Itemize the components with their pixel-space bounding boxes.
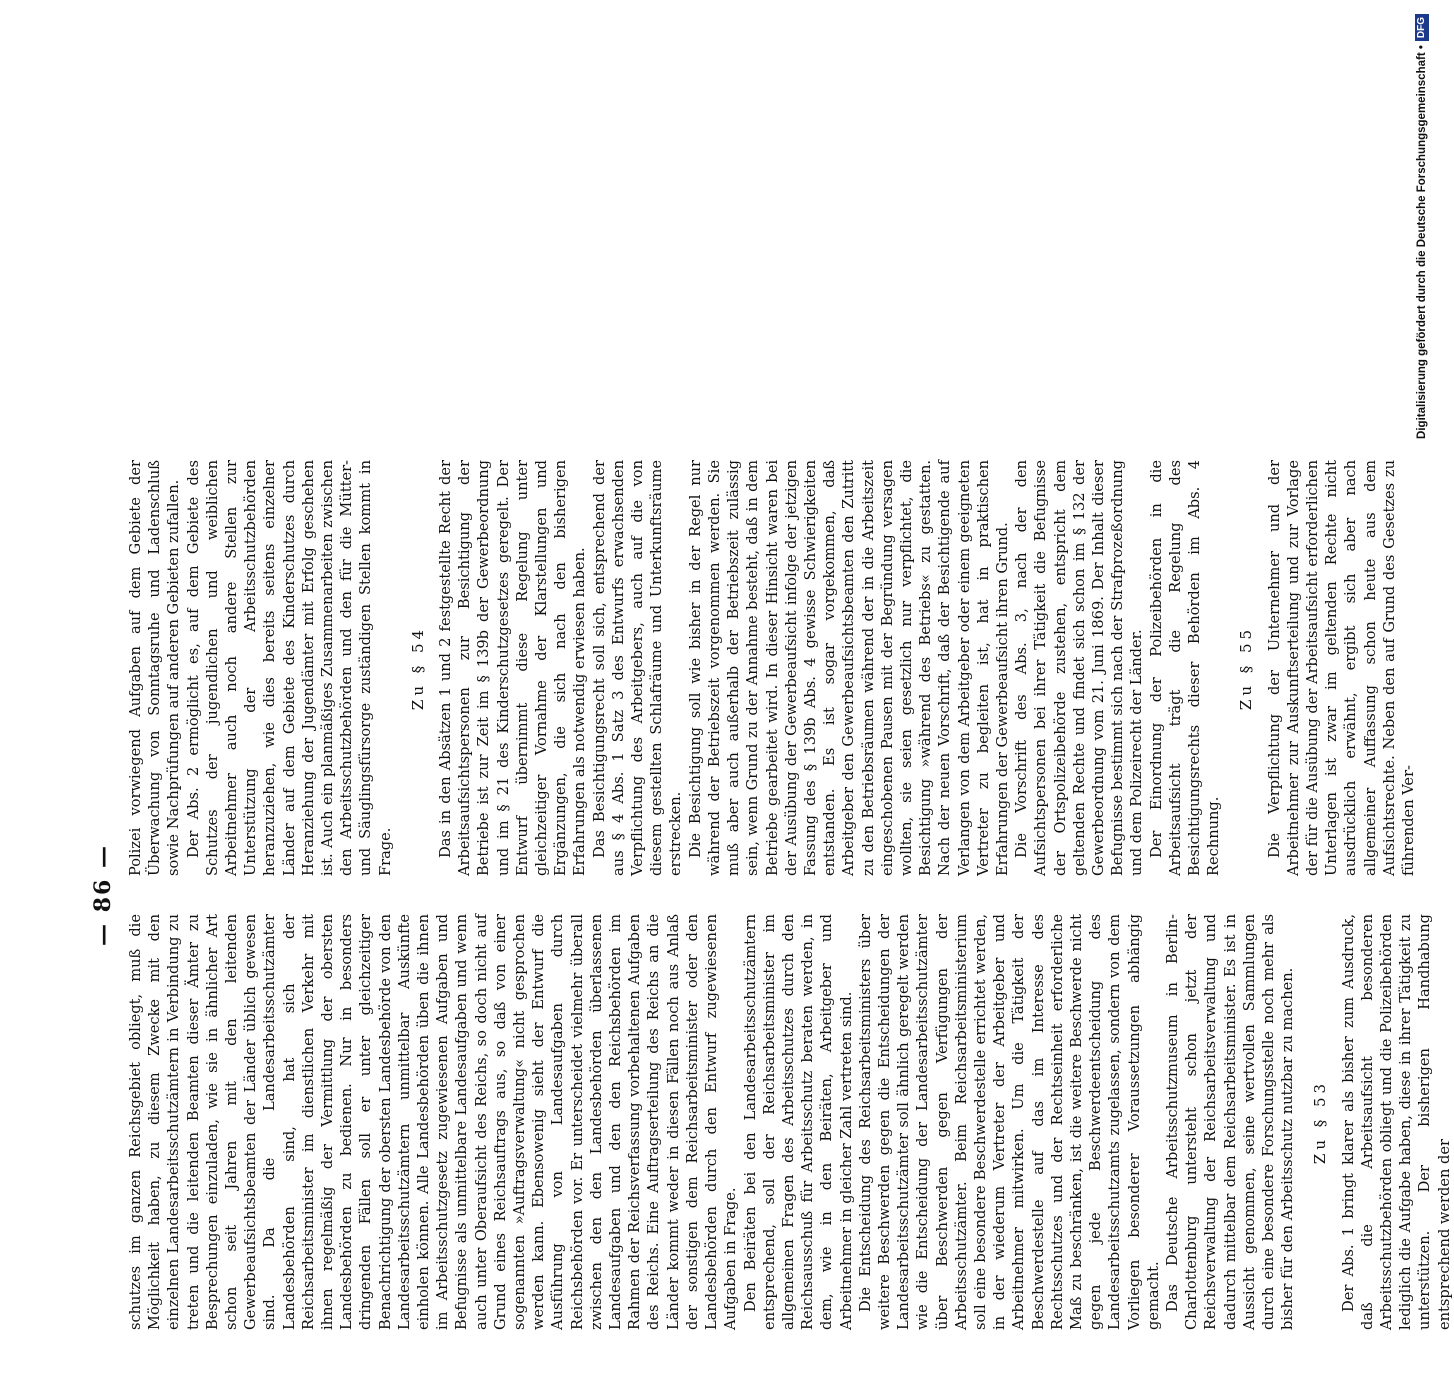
paragraph: Der Abs. 1 bringt klarer als bisher zum Ausdruck, daß die Arbeitsaufsicht besonderen Arbeitsschutzbehörden obliegt und die Polizeibehörden lediglich die Aufgabe haben, diese in ihrer Tätigkeit zu unterstützen. Der bisherigen Handhabung entsprechend werden der [1339,914,1453,1330]
attribution-strip [1410,0,1434,1000]
attribution-text [1410,0,1434,1000]
paragraph: Den Beiräten bei den Landesarbeitsschutzämtern entsprechend, soll der Reichsarbeitsminister im allgemeinen Fragen des Arbeitsschutzes durch den Reichsausschuß für Arbeitsschutz beraten werden, in dem, wie in den Beiräten, Arbeitgeber und Arbeitnehmer in gleicher Zahl vertreten sind. [741,914,855,1330]
paragraph: Die Vorschrift des Abs. 3, nach der den Aufsichtspersonen bei ihrer Tätigkeit die Befugnisse der Ortspolizeibehörde zustehen, entspricht dem geltenden Rechte und findet sich schon im § 132 der Gewerbeordnung vom 21. Juni 1869. Der Inhalt dieser Befugnisse bestimmt sich nach der Strafprozeßordnung und dem Polizeirecht der Länder. [1013,460,1146,876]
right-column [126,460,1417,876]
paragraph: Die Entscheidung des Reichsarbeitsministers über weitere Beschwerden gegen die Entscheidungen der Landesarbeitsschutzämter soll ähnlich geregelt werden wie die Entscheidung der Landesarbeitsschutzämter über Beschwerden gegen Verfügungen der Arbeitsschutzämter. Beim Reichsarbeitsministerium soll eine besondere Beschwerdestelle errichtet werden, in der wiederum Vertreter der Arbeitgeber und Arbeitnehmer mitwirken. Um die Tätigkeit der Beschwerdestelle auf das im Interesse des Rechtsschutzes und der Rechtseinheit erforderliche Maß zu beschränken, ist die weitere Beschwerde nicht gegen jede Beschwerdeentscheidung des Landesarbeitsschutzamts zugelassen, sondern von dem Vorliegen besonderer Voraussetzungen abhängig gemacht. [856,914,1162,1330]
paragraph: Die Besichtigung soll wie bisher in der Regel nur während der Betriebszeit vorgenommen werden. Sie muß aber auch außerhalb der Betriebszeit zulässig sein, wenn Grund zu der Annahme besteht, daß in dem Betriebe gearbeitet wird. In dieser Hinsicht waren bei der Ausübung der Gewerbeaufsicht infolge der jetzigen Fassung des § 139b Abs. 4 gewisse Schwierigkeiten entstanden. Es ist sogar vorgekommen, daß Arbeitgeber den Gewerbeaufsichtsbeamten den Zutritt zu den Betriebsräumen während der in die Arbeitszeit eingeschobenen Pausen mit der Begründung versagen wollten, sie seien gesetzlich nur verpflichtet, die Besichtigung »während des Betriebs« zu gestatten. Nach der neuen Vorschrift, daß der Besichtigende auf Verlangen von dem Arbeitgeber oder einem geeigneten Vertreter zu begleiten ist, hat in praktischen Erfahrungen der Gewerbeaufsicht ihren Grund. [686,460,1011,876]
paragraph: Die Verpflichtung der Unternehmer und der Arbeitnehmer zur Auskunftserteilung und zur Vorlage der für die Ausübung der Arbeitsaufsicht erforderlichen Unterlagen ist zwar im geltenden Rechte nicht ausdrücklich erwähnt, ergibt sich aber nach allgemeiner Auffassung schon heute aus dem Aufsichtsrechte. Neben den auf Grund des Gesetzes zu führenden Ver- [1265,460,1417,876]
paragraph: Der Einordnung der Polizeibehörden in die Arbeitsaufsicht trägt die Regelung des Besichtigungsrechts dieser Behörden im Abs. 4 Rechnung. [1147,460,1223,876]
left-column [126,914,1453,1330]
paragraph: Das Besichtigungsrecht soll sich, entsprechend der aus § 4 Abs. 1 Satz 3 des Entwurfs erwachsenden Verpflichtung des Arbeitgebers, auch auf die von diesem gestellten Schlafräume und Unterkunftsräume erstrecken. [590,460,685,876]
dfg-logo: DFG [1415,14,1429,41]
paragraph: Das Deutsche Arbeitsschutzmuseum in Berlin-Charlottenburg untersteht schon jetzt der Reichsverwaltung der Reichsarbeitsverwaltung und dadurch mittelbar dem Reichsarbeitsminister. Es ist in Aussicht genommen, seine wertvollen Sammlungen durch eine besondere Forschungsstelle noch mehr als bisher für den Arbeitsschutz nutzbar zu machen. [1163,914,1297,1330]
paragraph: Polizei vorwiegend Aufgaben auf dem Gebiete der Überwachung von Sonntagsruhe und Ladenschluß sowie Nachprüfungen auf anderen Gebieten zufallen. [127,460,183,876]
section-heading: Zu § 53 [1311,1079,1330,1165]
paragraph: Der Abs. 2 ermöglicht es, auf dem Gebiete des Schutzes der jugendlichen und weiblichen Arbeitnehmer auch noch andere Stellen zur Unterstützung der Arbeitsschutzbehörden heranzuziehen, wie dies bereits seitens einzelner Länder auf dem Gebiete des Kinderschutzes durch Heranziehung der Jugendämter mit Erfolg geschehen ist. Auch ein planmäßiges Zusammenarbeiten zwischen den Arbeitsschutzbehörden und den für die Mütter- und Säuglingsfürsorge zuständigen Stellen kommt in Frage. [184,460,394,876]
section-heading: Zu § 54 [408,625,427,711]
section-heading: Zu § 55 [1237,625,1256,711]
page-number: — 86 — [90,844,116,946]
attribution-label: Digitalisierung gefördert durch die Deutsche Forschungsgemeinschaft • [1416,45,1428,439]
paragraph: Das in den Absätzen 1 und 2 festgestellte Recht der Arbeitsaufsichtspersonen zur Besichtigung der Betriebe ist zur Zeit im § 139b der Gewerbeordnung und im § 21 des Kinderschutzgesetzes geregelt. Der Entwurf übernimmt diese Regelung unter gleichzeitiger Vornahme der Klarstellungen und Ergänzungen, die sich nach den bisherigen Erfahrungen als notwendig erwiesen haben. [437,460,589,876]
paragraph: schutzes im ganzen Reichsgebiet obliegt, muß die Möglichkeit haben, zu diesem Zwecke mit den einzelnen Landesarbeitsschutzämtern in Verbindung zu treten und die leitenden Beamten dieser Ämter zu Besprechungen einzuladen, wie sie in ähnlicher Art schon seit Jahren mit den leitenden Gewerbeaufsichtsbeamten der Länder üblich gewesen sind. Da die Landesarbeitsschutzämter Landesbehörden sind, hat sich der Reichsarbeitsminister im dienstlichen Verkehr mit ihnen regelmäßig der Vermittlung der obersten Landesbehörden zu bedienen. Nur in besonders dringenden Fällen soll er unter gleichzeitiger Benachrichtigung der obersten Landesbehörde von den Landesarbeitsschutzämtern unmittelbar Auskünfte einholen können. Alle Landesbehörden üben die ihnen im Arbeitsschutzgesetz zugewiesenen Aufgaben und Befugnisse als unmittelbare Landesaufgaben und wenn auch unter Oberaufsicht des Reichs, so doch nicht auf Grund eines Reichsauftrags aus, so daß von einer sogenannten »Auftragsverwaltung« nicht gesprochen werden kann. Ebensowenig sieht der Entwurf die Ausführung von Landesaufgaben durch Reichsbehörden vor. Er unterscheidet vielmehr überall zwischen den den Landesbehörden überlassenen Landesaufgaben und den den Reichsbehörden im Rahmen der Reichsverfassung vorbehaltenen Aufgaben des Reichs. Eine Auftragserteilung des Reichs an die Länder kommt weder in diesen Fällen noch aus Anlaß der sonstigen dem Reichsarbeitsminister oder den Landesbehörden durch den Entwurf zugewiesenen Aufgaben in Frage. [127,914,740,1330]
text-columns [126,460,1453,1330]
document-page [0,400,1453,1400]
